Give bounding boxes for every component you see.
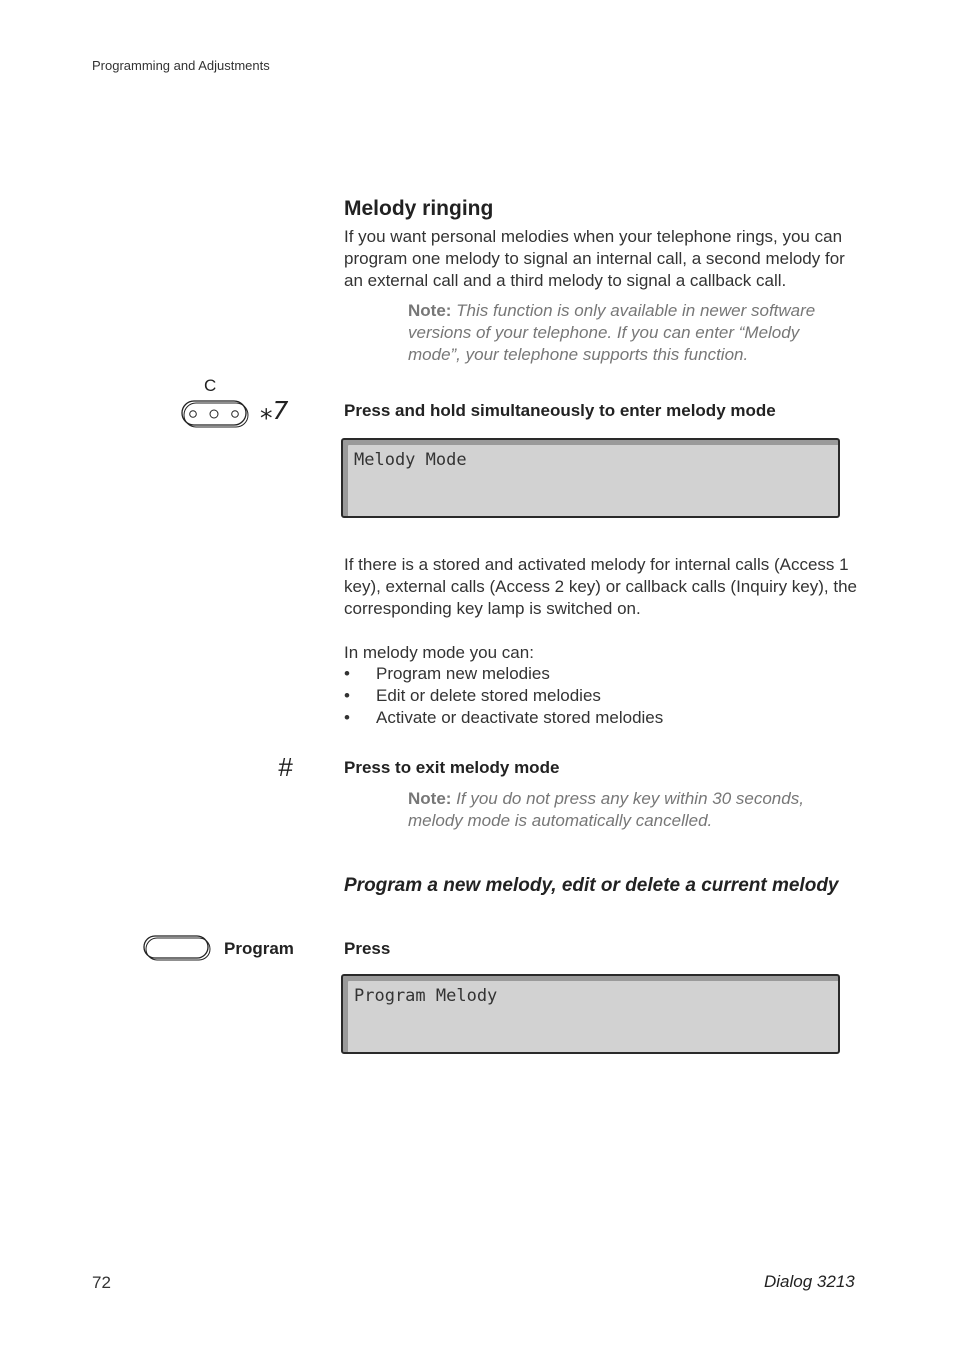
intro-paragraph: If you want personal melodies when your telephone rings, you can program one melody to signal an internal call, a second melody for an external call and a third melody to signal a callback call. [344, 227, 845, 290]
product-name: Dialog 3213 [764, 1272, 855, 1291]
clear-key-icon [181, 400, 249, 428]
instruction-enter-melody-mode: Press and hold simultaneously to enter melody mode [344, 401, 776, 420]
running-header: Programming and Adjustments [92, 58, 270, 73]
display-text: Melody Mode [354, 450, 467, 470]
note-timeout [408, 788, 848, 832]
instruction-press: Press [344, 939, 391, 958]
star-seven-keys-icon: ⁎7 [260, 396, 289, 425]
softkey-program-label: Program [224, 939, 294, 958]
note-text: If you do not press any key within 30 seconds, melody mode is automatically cancelled. [408, 789, 804, 830]
key-lamp-paragraph: If there is a stored and activated melody for internal calls (Access 1 key), external calls (Access 2 key) or callback calls (Inquiry key), the corresponding key lamp is switched on. [344, 555, 858, 618]
page-number: 72 [92, 1273, 111, 1292]
list-item: • Program new melodies [344, 663, 844, 685]
note-label: Note: [408, 301, 452, 320]
instruction-exit-melody-mode: Press to exit melody mode [344, 758, 560, 777]
hash-key-icon: # [278, 752, 293, 782]
subheading-program-melody: Program a new melody, edit or delete a current melody [344, 875, 839, 896]
list-item: • Activate or deactivate stored melodies [344, 707, 844, 729]
section-title: Melody ringing [344, 197, 494, 220]
list-item: • Edit or delete stored melodies [344, 685, 844, 707]
note-software-versions [408, 300, 848, 366]
display-melody-mode [341, 438, 840, 518]
melody-mode-intro: In melody mode you can: [344, 643, 534, 662]
note-label: Note: [408, 789, 452, 808]
clear-key-letter: C [204, 376, 217, 395]
display-text: Program Melody [354, 986, 498, 1006]
note-text: This function is only available in newer software versions of your telephone. If you can enter “Melody mode”, your telephone supports this function. [408, 301, 816, 364]
display-program-melody [341, 974, 840, 1054]
softkey-icon [143, 935, 213, 961]
melody-mode-options [344, 663, 844, 729]
